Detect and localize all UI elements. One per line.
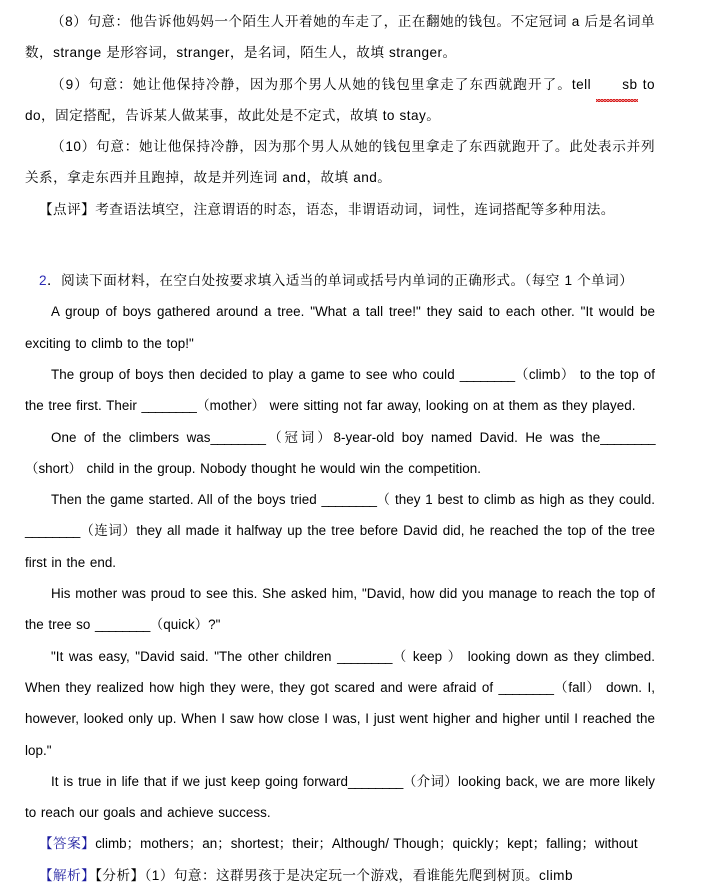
explanation-8-number: （8） xyxy=(51,14,88,29)
passage-paragraph-3 xyxy=(25,422,655,485)
section-two xyxy=(25,265,655,891)
explanation-10-number: （10） xyxy=(51,139,96,155)
answer-block xyxy=(25,828,655,859)
answer-blank: ________ xyxy=(210,429,266,445)
passage-paragraph-4 xyxy=(25,484,655,578)
explanation-9-text-before: 句意：她让他保持冷静，因为那个男人从她的钱包里拿走了东西就跑开了。tell xyxy=(88,76,597,92)
answer-blank: ________ xyxy=(337,648,392,664)
spellcheck-underlined-word: sb xyxy=(596,69,637,100)
comment-label: 【点评】 xyxy=(39,201,96,217)
passage-seg-text: （ keep ） looking down as they climbed. When they realized how high they were, they got scared and were afraid of xyxy=(25,648,656,695)
section-one-explanations xyxy=(25,6,655,225)
passage-seg-text: （介词）looking back, we are more likely to reach our goals and achieve success. xyxy=(25,773,655,821)
passage-seg-text: His mother was proud to see this. She asked him, "David, how did you manage to reach the top of the tree so xyxy=(25,586,655,633)
passage-seg-text: The group of boys then decided to play a game to see who could xyxy=(51,366,460,382)
passage-seg-text: It is true in life that if we just keep going forward xyxy=(51,773,348,789)
passage-seg-text: （连词）they all made it halfway up the tree before David did, he reached the top of the tree first in the end. xyxy=(25,523,655,570)
question-number-suffix: ． xyxy=(47,273,62,289)
passage-seg-text: （climb） to the top of the tree first. Their xyxy=(25,366,655,414)
question-prompt xyxy=(25,265,655,296)
passage-seg-text: Then the game started. All of the boys tried xyxy=(51,492,322,508)
passage-paragraph-7 xyxy=(25,766,655,829)
passage-seg-text: （mother） were sitting not far away, looking on at them as they played. xyxy=(196,398,636,414)
question-number: 2 xyxy=(39,273,48,289)
passage-seg-text: （冠词）8-year-old boy named David. He was the xyxy=(265,429,601,445)
passage-paragraph-6 xyxy=(25,641,655,766)
explanation-item-10 xyxy=(25,131,655,194)
answer-blank: ________ xyxy=(459,366,515,382)
comment-text: 考查语法填空，注意谓语的时态，语态，非谓语动词，词性，连词搭配等多种用法。 xyxy=(95,201,615,217)
passage-paragraph-2 xyxy=(25,359,655,422)
explanation-item-9 xyxy=(25,69,655,132)
explanation-10-text: 句意：她让他保持冷静，因为那个男人从她的钱包里拿走了东西就跑开了。此处表示并列关系，拿走东西并且跑掉，故是并列连词 and，故填 and。 xyxy=(25,139,655,186)
answer-blank: ________ xyxy=(141,398,197,414)
analysis-text: （1）句意：这群男孩于是决定玩一个游戏，看谁能先爬到树顶。climb xyxy=(144,867,573,883)
passage-text: A group of boys gathered around a tree. "What a tall tree!" they said to each other. "It would be exciting to climb to the top!" xyxy=(25,304,655,351)
explanation-9-number: （9） xyxy=(51,76,89,92)
passage-paragraph-5 xyxy=(25,578,655,641)
answer-blank: ________ xyxy=(600,429,655,445)
passage-seg-text: （quick）?" xyxy=(149,617,221,633)
answer-blank: ________ xyxy=(321,492,377,508)
answer-text: climb；mothers；an；shortest；their；Although/ Though；quickly；kept；falling；without xyxy=(95,836,638,852)
section-divider-space xyxy=(25,225,655,265)
answer-blank: ________ xyxy=(347,773,403,789)
answer-blank: ________ xyxy=(498,679,554,695)
passage-seg-text: "It was easy, "David said. "The other children xyxy=(51,648,338,664)
explanation-9-text-after: to do，固定搭配，告诉某人做某事，故此处是不定式，故填 to stay。 xyxy=(25,76,655,123)
analysis-label-secondary: 【分析】 xyxy=(95,867,145,883)
comment-block xyxy=(25,194,655,225)
answer-blank: ________ xyxy=(95,617,150,633)
passage-seg-text: （fall） down. I, however, looked only up. When I saw how close I was, I just went higher and higher until I reached the lop." xyxy=(25,679,655,758)
passage-seg-text: （short） child in the group. Nobody thought he would win the competition. xyxy=(25,460,482,476)
explanation-item-8 xyxy=(25,6,655,69)
answer-label: 【答案】 xyxy=(39,836,96,852)
answer-blank: ________ xyxy=(25,523,80,539)
analysis-block xyxy=(25,860,655,891)
analysis-label-primary: 【解析】 xyxy=(39,867,96,883)
passage-seg-text: （ they 1 best to climb as high as they could. xyxy=(376,492,655,508)
explanation-8-text: 句意：他告诉他妈妈一个陌生人开着她的车走了，正在翻她的钱包。不定冠词 a 后是名词单数，strange 是形容词，stranger，是名词，陌生人，故填 stranger。 xyxy=(25,14,655,61)
question-prompt-text: 阅读下面材料，在空白处按要求填入适当的单词或括号内单词的正确形式。（每空 1 个单词） xyxy=(61,273,634,289)
passage-paragraph-1 xyxy=(25,296,655,359)
passage-seg-text: One of the climbers was xyxy=(51,429,211,445)
